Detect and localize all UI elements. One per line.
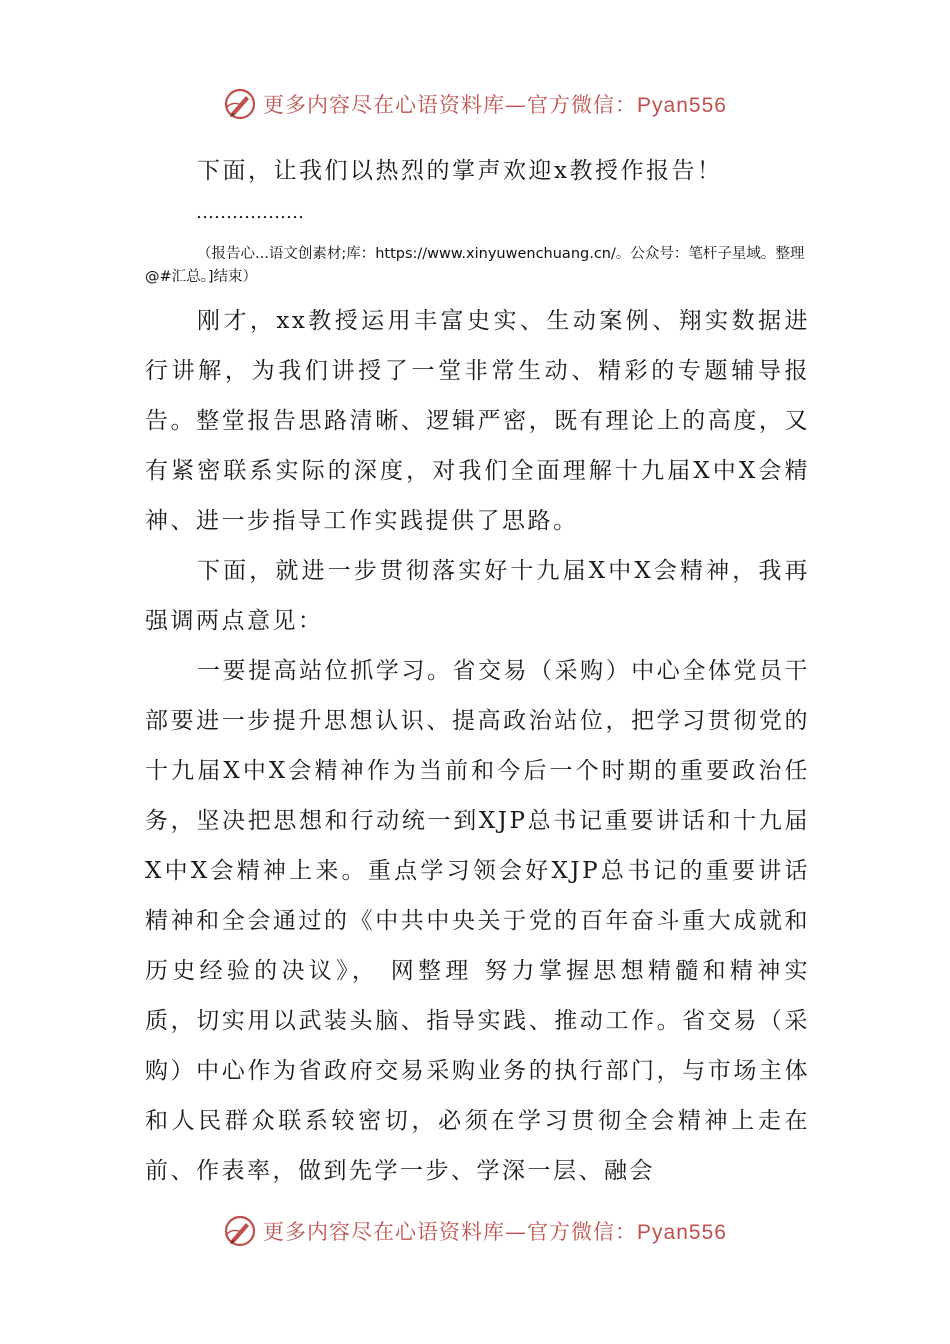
banner-text — [263, 89, 727, 119]
banner-prefix: 更多内容尽在心语资料库—官方微信： — [263, 93, 638, 117]
banner-prefix: 更多内容尽在心语资料库—官方微信： — [263, 1220, 638, 1244]
banner-wechat: Pyan556 — [637, 94, 727, 117]
pen-logo-icon — [223, 87, 257, 121]
paragraph-3: 一要提高站位抓学习。省交易（采购）中心全体党员干部要进一步提升思想认识、提高政治站位，把学习贯彻党的十九届X中X会精神作为当前和今后一个时期的重要政治任务，坚决把思想和行动统一到XJP总书记重要讲话和十九届X中X会精神上来。重点学习领会好XJP总书记的重要讲话精神和全会通过的《中共中央关于党的百年奋斗重大成就和历史经验的决议》， 网整理 努力掌握思想精髓和精神实质，切实用以武装头脑、指导实践、推动工作。省交易（采购）中心作为省政府交易采购业务的执行部门，与市场主体和人民群众联系较密切，必须在学习贯彻全会精神上走在前、作表率，做到先学一步、学深一层、融会 — [145, 658, 810, 1184]
body-text — [145, 296, 810, 1196]
source-note: （报告心...语文创素材;库：https://www.xinyuwenchuang.cn/。公众号：笔杆子星域。整理@#汇总。]结束） — [145, 246, 805, 285]
intro-paragraph: 下面，让我们以热烈的掌声欢迎x教授作报告！ — [197, 158, 723, 184]
header-banner — [0, 82, 950, 126]
paragraph-2: 下面，就进一步贯彻落实好十九届X中X会精神，我再强调两点意见： — [145, 558, 810, 634]
intro-block — [145, 146, 810, 196]
banner-wechat: Pyan556 — [637, 1221, 727, 1244]
footer-banner — [0, 1209, 950, 1253]
paragraph-1: 刚才，xx教授运用丰富史实、生动案例、翔实数据进行讲解，为我们讲授了一堂非常生动、精彩的专题辅导报告。整堂报告思路清晰、逻辑严密，既有理论上的高度，又有紧密联系实际的深度，对我们全面理解十九届X中X会精神、进一步指导工作实践提供了思路。 — [145, 308, 810, 534]
ellipsis-line: ……………… — [196, 202, 304, 223]
pen-logo-icon — [223, 1214, 257, 1248]
banner-text — [263, 1216, 727, 1246]
